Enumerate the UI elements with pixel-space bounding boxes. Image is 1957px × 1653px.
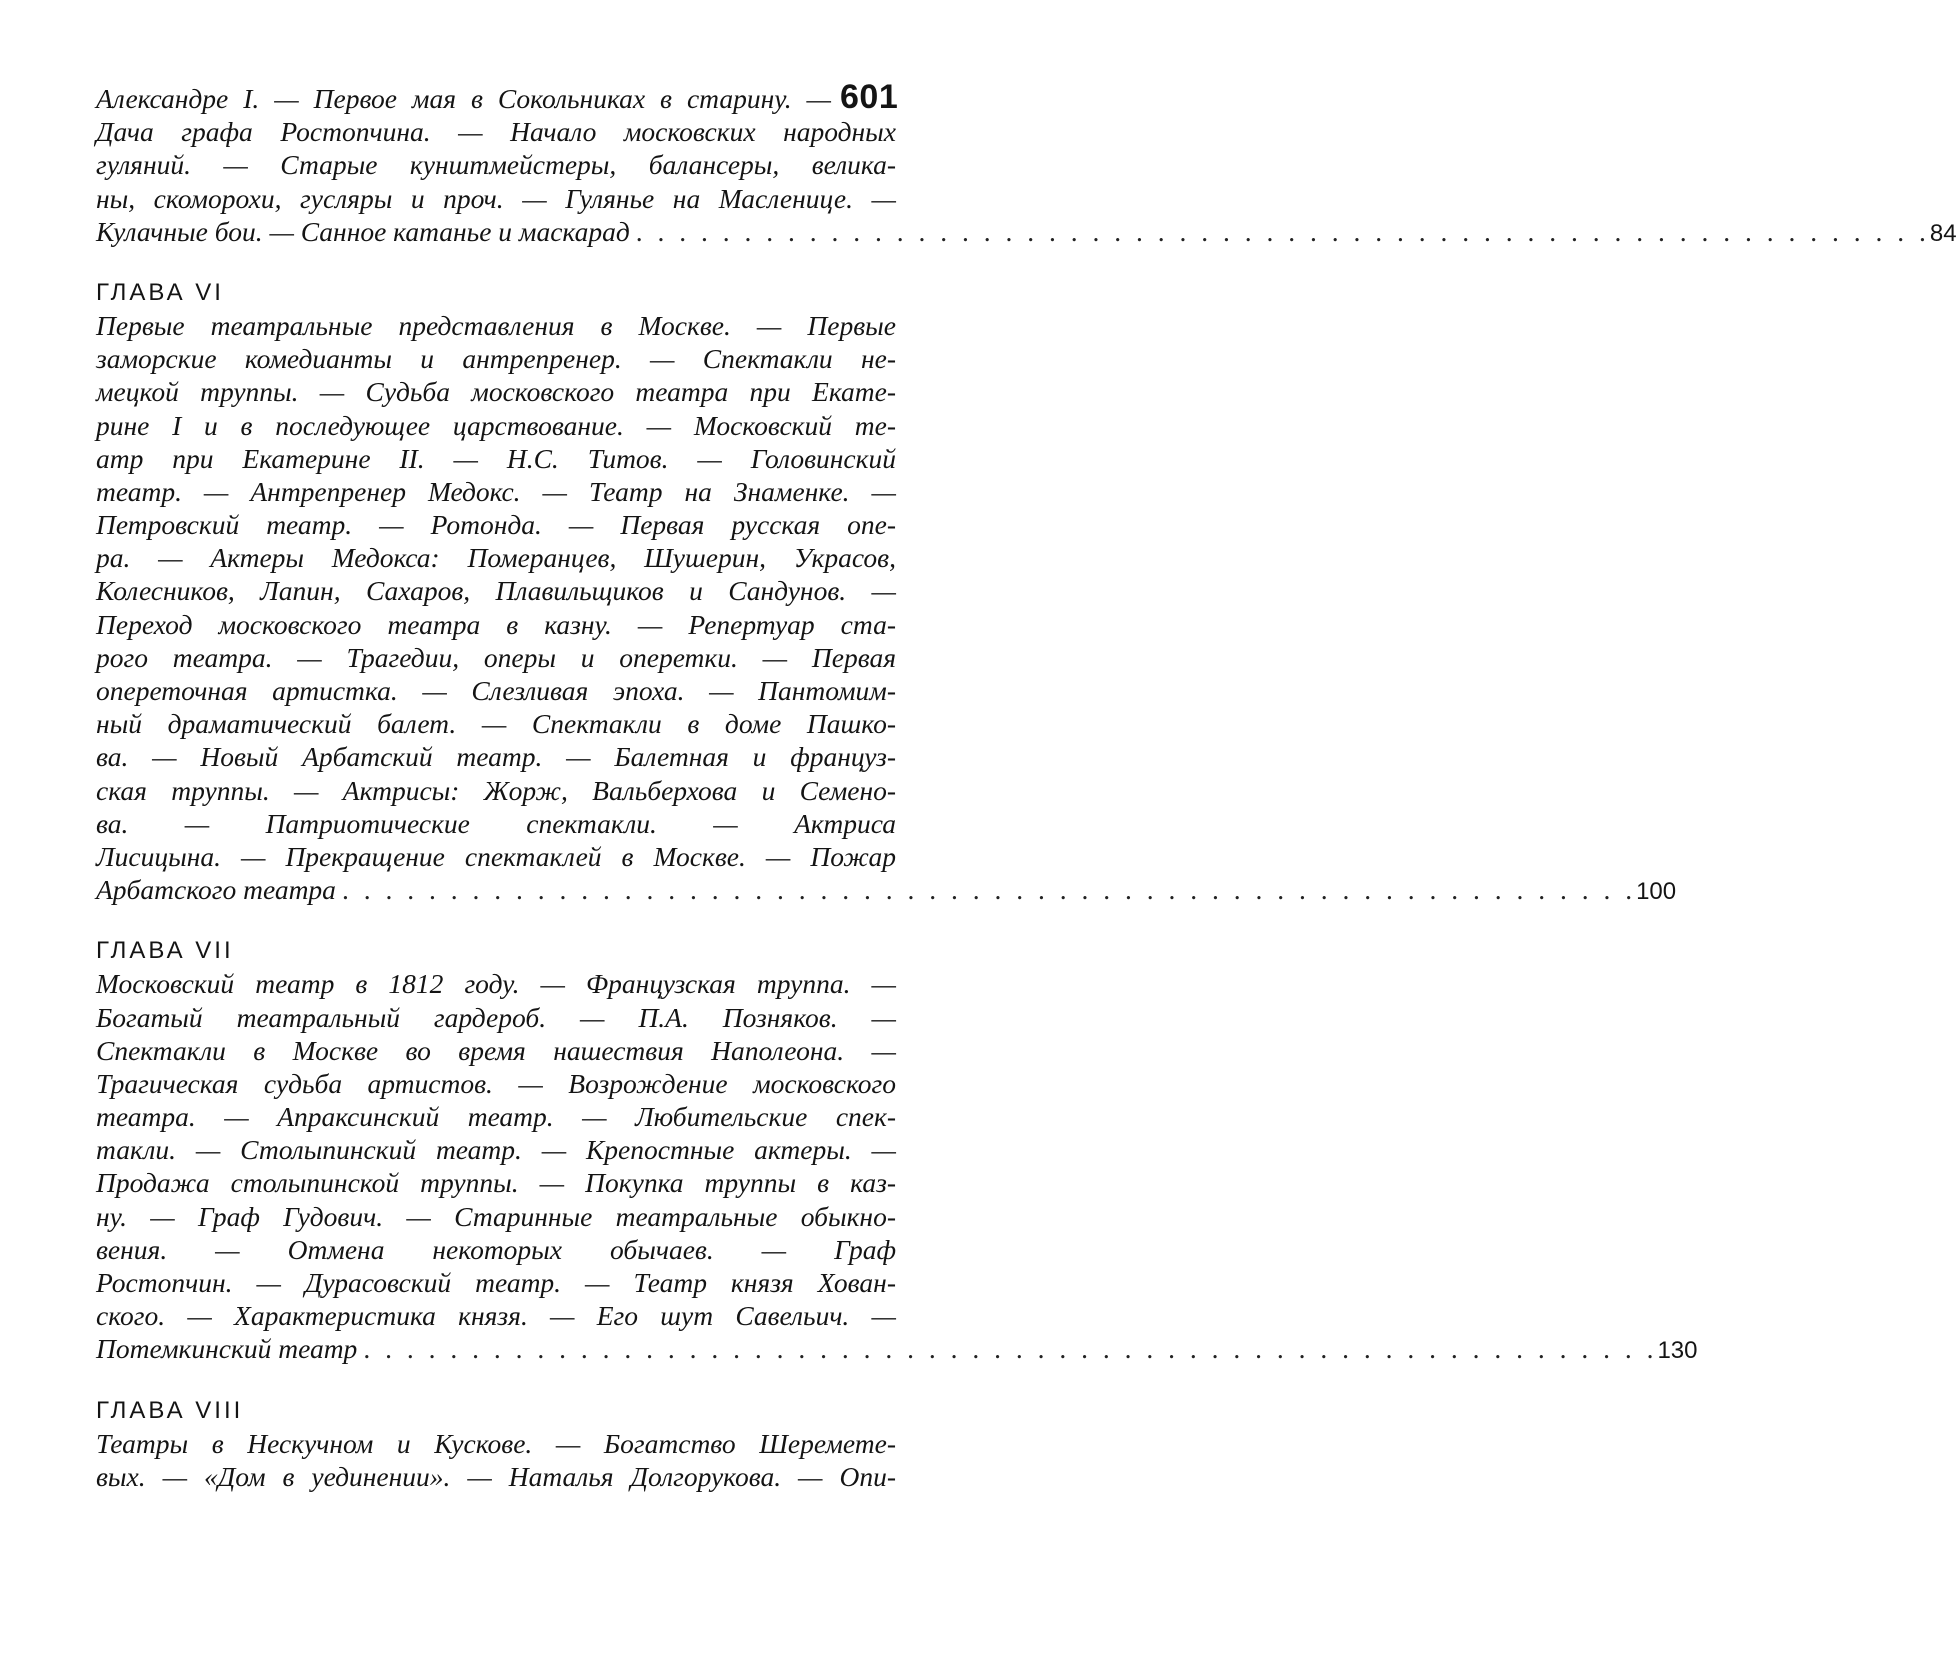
toc-entry-continued <box>96 82 1957 248</box>
toc-entry-chapter-6 <box>96 276 1677 906</box>
toc-text-line: такли. — Столыпинский театр. — Крепостные актеры. — <box>96 1134 896 1166</box>
toc-text-line: Потемкинский театр <box>96 1333 358 1365</box>
toc-text-line: ный драматический балет. — Спектакли в доме Пашко- <box>96 708 896 740</box>
toc-text-line: Кулачные бои. — Санное катанье и маскарад <box>96 215 630 247</box>
toc-text-line: Лисицына. — Прекращение спектаклей в Москве. — Пожар <box>96 840 896 872</box>
toc-text-line: Петровский театр. — Ротонда. — Первая русская опе- <box>96 509 896 541</box>
toc-page-number: 100 <box>1636 878 1677 906</box>
toc-text-line: Колесников, Лапин, Сахаров, Плавильщиков и Сандунов. — <box>96 575 896 607</box>
toc-entry-last-line <box>96 873 1677 906</box>
page-number: 601 <box>840 78 899 116</box>
toc-text-line: Арбатского театра <box>96 874 336 906</box>
toc-text-line: Первые театральные представления в Москве. — Первые <box>96 309 896 341</box>
toc-text-line: ского. — Характеристика князя. — Его шут Савельич. — <box>96 1300 896 1332</box>
toc-text-line: Александре I. — Первое мая в Сокольниках в старину. — <box>96 83 831 114</box>
toc-text-line: Переход московского театра в казну. — Репертуар ста- <box>96 608 896 640</box>
leader-dots: . . . . . . . . . . . . . . . . . . . . . . . . . . . . . . . . . . . . . . . . . . . . . . . . . . . . . . . . . . . . <box>635 215 1930 247</box>
toc-text-line: ва. — Патриотические спектакли. — Актриса <box>96 807 896 839</box>
toc-text-line: театр. — Антрепренер Медокс. — Театр на Знаменке. — <box>96 475 896 507</box>
toc-text-line: заморские комедианты и антрепренер. — Спектакли не- <box>96 343 896 375</box>
toc-page-number: 84 <box>1929 219 1957 247</box>
chapter-heading: ГЛАВА VIII <box>96 1396 244 1424</box>
toc-text-line: рине I и в последующее царствование. — Московский те- <box>96 409 896 441</box>
toc-text-line: Дача графа Ростопчина. — Начало московских народных <box>96 116 896 148</box>
toc-entry-last-line <box>96 215 1957 248</box>
toc-text-line: ну. — Граф Гудович. — Старинные театральные обыкно- <box>96 1200 896 1232</box>
toc-entry-chapter-7 <box>96 934 1698 1365</box>
toc-text-line: рого театра. — Трагедии, оперы и оперетки. — Первая <box>96 641 896 673</box>
toc-text-line: Продажа столыпинской труппы. — Покупка труппы в каз- <box>96 1167 896 1199</box>
table-of-contents <box>96 82 1957 1493</box>
toc-text-line: опереточная артистка. — Слезливая эпоха. — Пантомим- <box>96 675 896 706</box>
toc-text-line: Театры в Нескучном и Кускове. — Богатство Шеремете- <box>96 1427 896 1459</box>
toc-text-line: атр при Екатерине II. — Н.С. Титов. — Головинский <box>96 442 896 474</box>
toc-text-line: гуляний. — Старые кунштмейстеры, балансеры, велика- <box>96 149 896 181</box>
toc-entry-chapter-8 <box>96 1394 896 1493</box>
toc-page-number: 130 <box>1657 1337 1698 1365</box>
toc-text-line: Трагическая судьба артистов. — Возрождение московского <box>96 1067 896 1099</box>
leader-dots: . . . . . . . . . . . . . . . . . . . . . . . . . . . . . . . . . . . . . . . . . . . . . . . . . . . . . . . . . . . . <box>363 1333 1658 1365</box>
toc-text-line: Спектакли в Москве во время нашествия Наполеона. — <box>96 1034 896 1066</box>
toc-text-line: ская труппы. — Актрисы: Жорж, Вальберхова и Семено- <box>96 774 896 806</box>
toc-text-line: Ростопчин. — Дурасовский театр. — Театр князя Хован- <box>96 1267 896 1298</box>
toc-text-line: Московский театр в 1812 году. — Французская труппа. — <box>96 968 896 1000</box>
toc-text-line: Богатый театральный гардероб. — П.А. Позняков. — <box>96 1001 896 1033</box>
toc-text-line: театра. — Апраксинский театр. — Любительские спек- <box>96 1101 896 1133</box>
toc-text-line: вения. — Отмена некоторых обычаев. — Граф <box>96 1233 896 1265</box>
toc-text-line: вых. — «Дом в уединении». — Наталья Долгорукова. — Опи- <box>96 1460 896 1492</box>
toc-text-line: ны, скоморохи, гусляры и проч. — Гулянье на Масленице. — <box>96 182 896 214</box>
toc-text-line: ра. — Актеры Медокса: Померанцев, Шушерин, Украсов, <box>96 542 896 574</box>
chapter-heading: ГЛАВА VII <box>96 937 234 965</box>
leader-dots: . . . . . . . . . . . . . . . . . . . . . . . . . . . . . . . . . . . . . . . . . . . . . . . . . . . . . . . . . . . . <box>341 874 1637 906</box>
chapter-heading: ГЛАВА VI <box>96 278 224 306</box>
toc-text-line: мецкой труппы. — Судьба московского театра при Екате- <box>96 376 896 408</box>
toc-entry-last-line <box>96 1332 1698 1365</box>
toc-text-line: ва. — Новый Арбатский театр. — Балетная и француз- <box>96 741 896 773</box>
